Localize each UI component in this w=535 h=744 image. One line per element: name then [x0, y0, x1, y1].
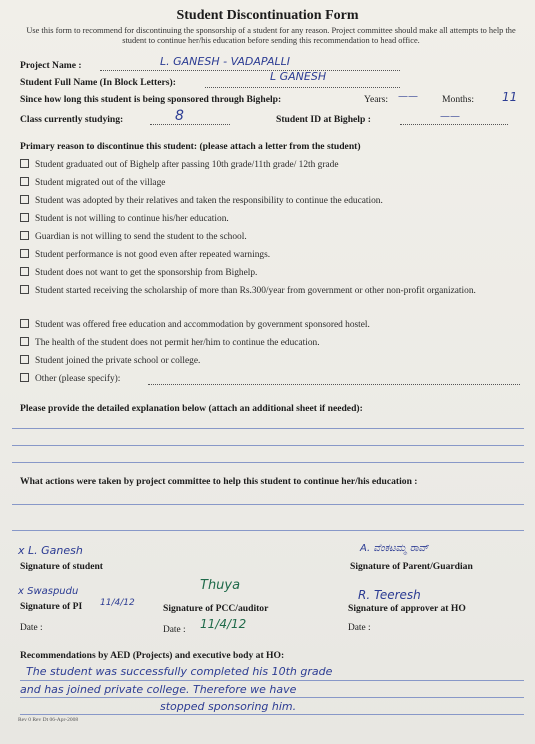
explanation-line[interactable]: [12, 462, 524, 463]
recommendation-text-3[interactable]: stopped sponsoring him.: [160, 700, 297, 713]
id-label: Student ID at Bighelp :: [276, 114, 371, 125]
parent-signature[interactable]: A. ವೆಂಕಟಮ್ಮ ರಾವ್: [360, 543, 429, 554]
recommendations-heading: Recommendations by AED (Projects) and executive body at HO:: [20, 650, 285, 661]
student-signature[interactable]: x L. Ganesh: [18, 544, 83, 557]
explanation-line[interactable]: [12, 445, 524, 446]
class-label: Class currently studying:: [20, 114, 124, 125]
checkbox[interactable]: [20, 249, 29, 258]
reason-item[interactable]: Student does not want to get the sponsorship from Bighelp.: [20, 267, 257, 278]
form-intro: Use this form to recommend for discontinuing the sponsorship of a student for any reason. Project committee should make all attempts to help the student to continue her/his education before sending this recommendation to head office.: [26, 26, 516, 45]
recommendation-line: [20, 714, 524, 715]
pcc-date-label: Date :: [163, 625, 186, 635]
pi-date-label: Date :: [20, 623, 43, 633]
approver-date-label: Date :: [348, 623, 371, 633]
project-name-value[interactable]: L. GANESH - VADAPALLI: [160, 55, 290, 68]
reason-item[interactable]: Student joined the private school or college.: [20, 355, 200, 366]
approver-signature[interactable]: R. Teeresh: [358, 588, 421, 602]
checkbox[interactable]: [20, 159, 29, 168]
revision-footer: Rev 0 Rev Dt 06-Apr-2008: [18, 717, 79, 723]
reason-item[interactable]: Student started receiving the scholarship of more than Rs.300/year from government or other non-profit organization.: [20, 285, 490, 298]
student-name-value[interactable]: L GANESH: [270, 70, 327, 83]
reason-item[interactable]: Student was offered free education and accommodation by government sponsored hostel.: [20, 319, 370, 330]
checkbox[interactable]: [20, 355, 29, 364]
checkbox[interactable]: [20, 373, 29, 382]
reason-item[interactable]: Student is not willing to continue his/her education.: [20, 213, 229, 224]
years-value[interactable]: ——: [398, 91, 418, 102]
reason-item[interactable]: Student migrated out of the village: [20, 177, 165, 188]
actions-heading: What actions were taken by project committee to help this student to continue her/his education :: [20, 476, 418, 487]
checkbox[interactable]: [20, 285, 29, 294]
pcc-signature-label: Signature of PCC/auditor: [163, 603, 269, 614]
student-signature-label: Signature of student: [20, 561, 103, 572]
reason-item[interactable]: Student performance is not good even after repeated warnings.: [20, 249, 270, 260]
pi-signature[interactable]: x Swaspudu: [18, 586, 79, 597]
checkbox[interactable]: [20, 267, 29, 276]
pcc-date-value[interactable]: 11/4/12: [200, 617, 247, 631]
checkbox[interactable]: [20, 177, 29, 186]
actions-line[interactable]: [12, 504, 524, 505]
pcc-signature[interactable]: Thuya: [200, 578, 241, 593]
actions-line[interactable]: [12, 530, 524, 531]
months-value[interactable]: 11: [502, 90, 518, 104]
reason-item[interactable]: Student graduated out of Bighelp after passing 10th grade/11th grade/ 12th grade: [20, 159, 338, 170]
checkbox[interactable]: [20, 231, 29, 240]
id-value[interactable]: ——: [440, 111, 460, 122]
recommendation-line: [20, 697, 524, 698]
parent-signature-label: Signature of Parent/Guardian: [350, 561, 473, 572]
reason-item[interactable]: Student was adopted by their relatives and taken the responsibility to continue the education.: [20, 195, 383, 206]
reason-item[interactable]: Other (please specify):: [20, 373, 120, 384]
student-name-label: Student Full Name (In Block Letters):: [20, 77, 176, 88]
reason-item[interactable]: Guardian is not willing to send the student to the school.: [20, 231, 247, 242]
approver-signature-label: Signature of approver at HO: [348, 603, 466, 614]
reason-item[interactable]: The health of the student does not permit her/him to continue the education.: [20, 337, 320, 348]
checkbox[interactable]: [20, 337, 29, 346]
explanation-line[interactable]: [12, 428, 524, 429]
recommendation-text-1[interactable]: The student was successfully completed his 10th grade: [26, 665, 333, 678]
project-name-label: Project Name :: [20, 60, 82, 71]
explanation-heading: Please provide the detailed explanation below (attach an additional sheet if needed):: [20, 403, 363, 414]
months-label: Months:: [442, 94, 474, 105]
pi-signature-label: Signature of PI: [20, 601, 83, 612]
recommendation-text-2[interactable]: and has joined private college. Therefore we have: [20, 683, 297, 696]
form-title: Student Discontinuation Form: [176, 8, 359, 23]
years-label: Years:: [364, 94, 389, 105]
primary-reason-heading: Primary reason to discontinue this student: (please attach a letter from the student): [20, 141, 361, 152]
pi-signature-date[interactable]: 11/4/12: [100, 598, 135, 608]
recommendation-line: [20, 680, 524, 681]
since-label: Since how long this student is being sponsored through Bighelp:: [20, 94, 282, 105]
checkbox[interactable]: [20, 319, 29, 328]
checkbox[interactable]: [20, 213, 29, 222]
class-value[interactable]: 8: [175, 108, 184, 124]
checkbox[interactable]: [20, 195, 29, 204]
